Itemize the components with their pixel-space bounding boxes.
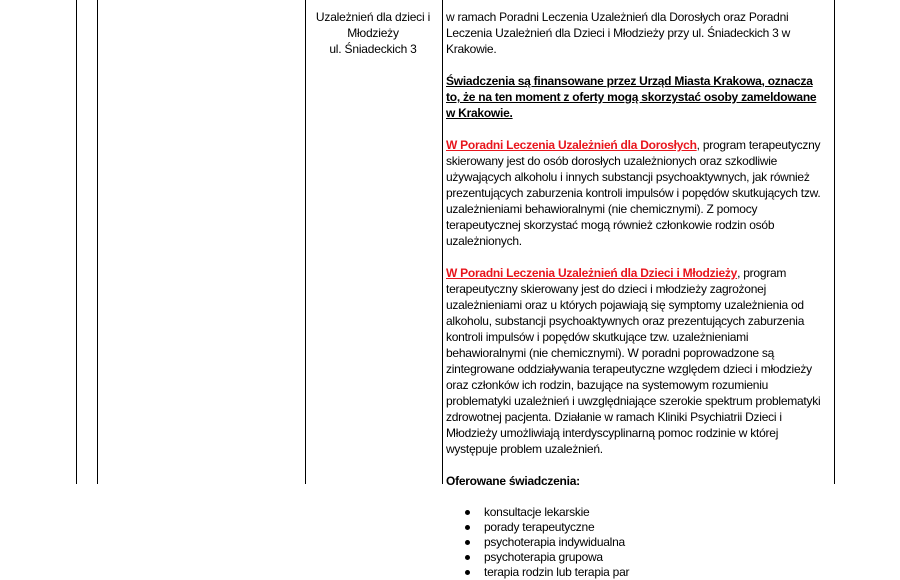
list-item: konsultacje lekarskie (446, 505, 826, 520)
youth-paragraph (446, 265, 826, 457)
funding-notice: Świadczenia są finansowane przez Urząd Miasta Krakowa, oznacza to, że na ten moment z oferty mogą skorzystać osoby zameldowane w Krakowie. (446, 74, 817, 120)
address-line-2: Młodzieży (347, 26, 399, 40)
services-list (446, 505, 826, 580)
bullet-icon (465, 555, 470, 560)
adults-clinic-link[interactable]: W Poradni Leczenia Uzależnień dla Dorosłych (446, 138, 697, 152)
list-item: psychoterapia grupowa (446, 550, 826, 565)
table-border-3 (305, 0, 306, 484)
offered-services-heading: Oferowane świadczenia: (446, 474, 580, 488)
table-border-4 (442, 0, 443, 484)
table-border-5 (834, 0, 835, 484)
youth-description: , program terapeutyczny skierowany jest do dzieci i młodzieży zagrożonej uzależnieniami oraz u których pojawiają się symptomy uzależnienia od alkoholu, substancji psychoaktywnych oraz prezentujących zaburzenia kontroli impulsów i popędów skutkujące tzw. uzależnieniami behawioralnymi (nie chemicznymi). W poradni poprowadzone są zintegrowane oddziaływania terapeutyczne względem dzieci i młodzieży oraz członków ich rodzin, bazujące na systemowym rozumieniu problematyki uzależnień i uwzględniające szerokie spektrum problematyki zdrowotnej pacjenta. Działanie w ramach Kliniki Psychiatrii Dzieci i Młodzieży umożliwiają interdyscyplinarną pomoc rodzinie w której występuje problem uzależnień. (446, 266, 821, 456)
list-item: terapia rodzin lub terapia par (446, 565, 826, 580)
list-item: psychoterapia indywidualna (446, 535, 826, 550)
bullet-icon (465, 525, 470, 530)
table-border-1 (76, 0, 77, 484)
address-street: ul. Śniadeckich 3 (329, 42, 417, 56)
adults-paragraph (446, 137, 826, 249)
bullet-icon (465, 510, 470, 515)
description-cell (446, 9, 826, 580)
intro-paragraph: w ramach Poradni Leczenia Uzależnień dla Dorosłych oraz Poradni Leczenia Uzależnień dla Dzieci i Młodzieży przy ul. Śniadeckich 3 w Krakowie. (446, 10, 791, 56)
address-line-1: Uzależnień dla dzieci i (315, 10, 431, 24)
adults-description: , program terapeutyczny skierowany jest do osób dorosłych uzależnionych oraz szkodliwie używających alkoholu i innych substancji psychoaktywnych, jak również prezentujących zaburzenia kontroli impulsów i popędów skutkujących tzw. uzależnieniami behawioralnymi (nie chemicznymi). Z pomocy terapeutycznej skorzystać mogą również członkowie rodzin osób uzależnionych. (446, 138, 821, 248)
address-cell (306, 9, 440, 57)
bullet-icon (465, 570, 470, 575)
table-border-2 (97, 0, 98, 484)
youth-clinic-link[interactable]: W Poradni Leczenia Uzależnień dla Dzieci i Młodzieży (446, 266, 738, 280)
list-item: porady terapeutyczne (446, 520, 826, 535)
bullet-icon (465, 540, 470, 545)
